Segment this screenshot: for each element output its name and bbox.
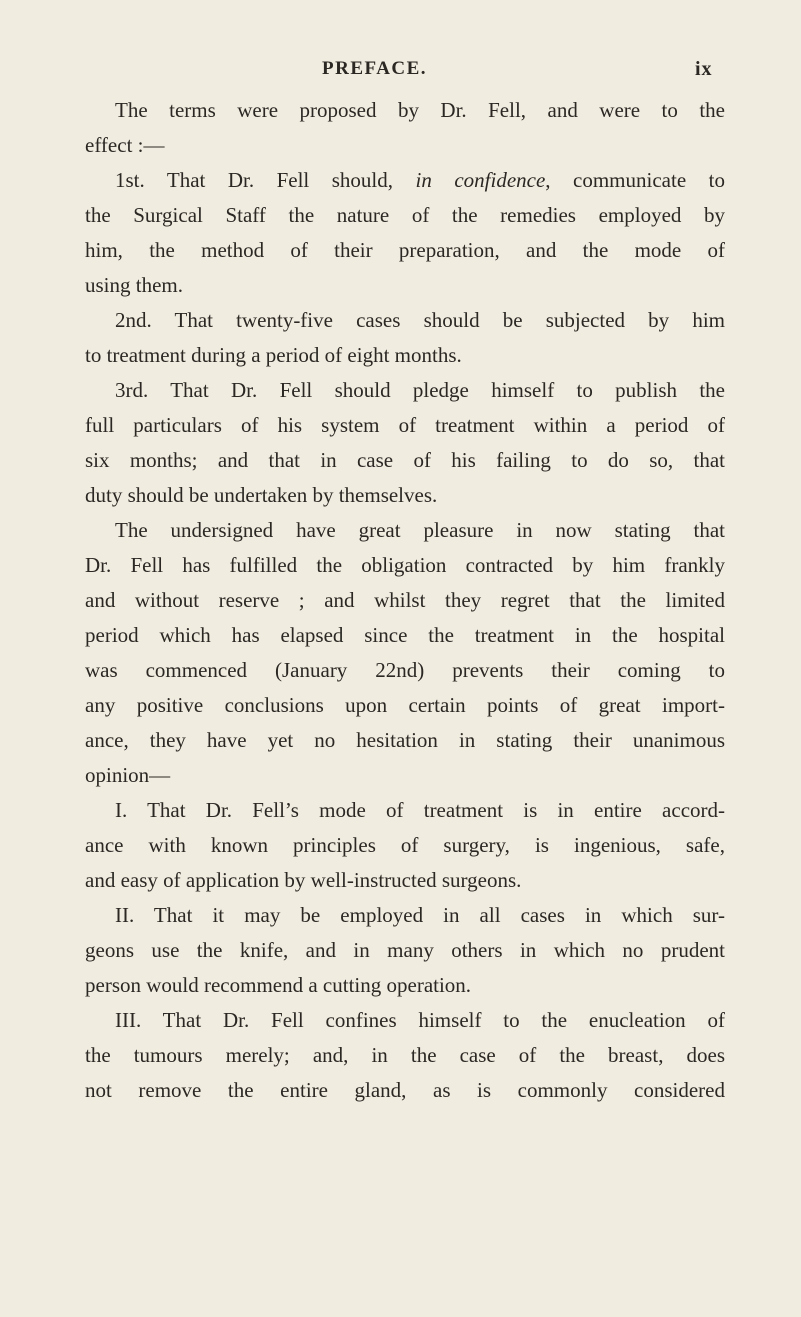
text-line [115,167,725,193]
running-head: PREFACE. [322,58,428,79]
text-line: the tumours merely; and, in the case of the breast, does [85,1043,725,1067]
text-line: 3rd. That Dr. Fell should pledge himself to publish the [115,378,725,402]
text-line: was commenced (January 22nd) prevents their coming to [85,658,725,682]
text-line: geons use the knife, and in many others in which no prudent [85,938,725,962]
text-line: III. That Dr. Fell confines himself to the enucleation of [115,1008,725,1032]
text-line: any positive conclusions upon certain points of great import- [85,693,725,717]
text-line: and without reserve ; and whilst they regret that the limited [85,588,725,612]
text-line: the Surgical Staff the nature of the remedies employed by [85,203,725,227]
text-line: and easy of application by well-instructed surgeons. [85,868,522,892]
text-line: I. That Dr. Fell’s mode of treatment is in entire accord- [115,798,725,822]
text-line: to treatment during a period of eight months. [85,343,462,367]
text-line: II. That it may be employed in all cases in which sur- [115,903,725,927]
text-line: using them. [85,273,183,297]
text-line: ance, they have yet no hesitation in stating their unanimous [85,728,725,752]
text-span: 1st. That Dr. Fell should, [115,168,416,192]
italic-phrase: in confidence [415,168,546,192]
text-line: person would recommend a cutting operation. [85,973,472,997]
text-line: effect :— [85,133,165,157]
page-number: ix [695,58,713,80]
text-line: The undersigned have great pleasure in now stating that [115,518,725,542]
text-span: , communicate to [545,168,725,192]
text-line: Dr. Fell has fulfilled the obligation contracted by him frankly [85,553,725,577]
text-line: him, the method of their preparation, and the mode of [85,238,725,262]
text-line: not remove the entire gland, as is commonly considered [85,1078,725,1102]
text-line: six months; and that in case of his failing to do so, that [85,448,725,472]
text-line: The terms were proposed by Dr. Fell, and were to the [115,98,725,122]
text-line: ance with known principles of surgery, is ingenious, safe, [85,833,725,857]
text-line: full particulars of his system of treatment within a period of [85,413,725,437]
page-header [0,58,801,88]
text-line: period which has elapsed since the treatment in the hospital [85,623,725,647]
text-line: duty should be undertaken by themselves. [85,483,438,507]
text-line: 2nd. That twenty-five cases should be subjected by him [115,308,725,332]
text-line: opinion— [85,763,171,787]
